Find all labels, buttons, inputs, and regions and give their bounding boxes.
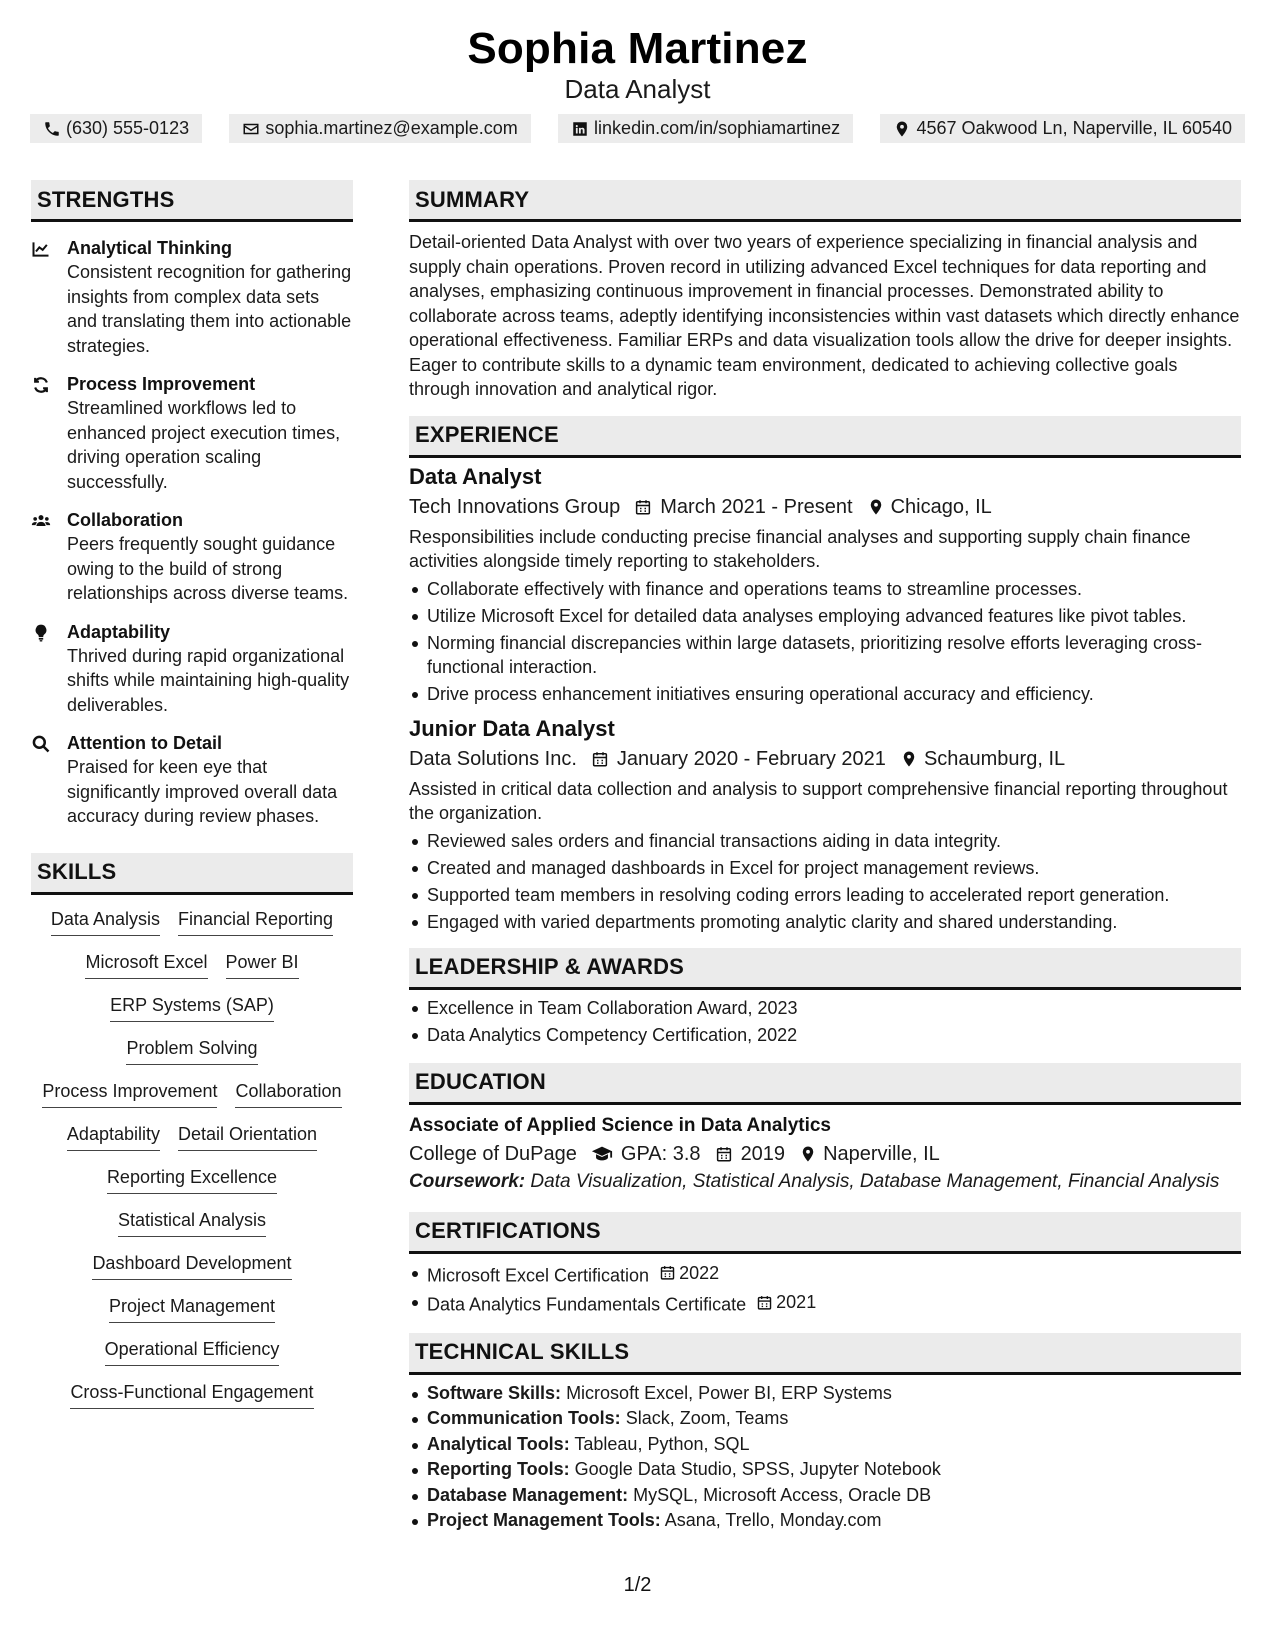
job-company: Tech Innovations Group xyxy=(409,495,621,518)
contact-phone[interactable] xyxy=(30,114,202,143)
job-entry xyxy=(409,714,1241,934)
skill-tag: Microsoft Excel xyxy=(85,950,207,979)
skill-tag: Problem Solving xyxy=(126,1036,257,1065)
resume-header xyxy=(0,22,1275,104)
job-bullet: Supported team members in resolving coding errors leading to accelerated report generation. xyxy=(409,883,1241,907)
page-number: 1/2 xyxy=(623,1574,652,1596)
strength-title: Adaptability xyxy=(67,621,171,642)
graduation-year: 2019 xyxy=(740,1142,786,1165)
phone-icon xyxy=(43,120,61,138)
strength-item xyxy=(31,731,353,829)
strength-title: Attention to Detail xyxy=(67,733,222,753)
certification-name: Data Analytics Fundamentals Certificate xyxy=(427,1294,747,1315)
location-icon xyxy=(799,1145,817,1163)
job-bullet: Drive process enhancement initiatives ensuring operational accuracy and efficiency. xyxy=(409,682,1241,706)
certification-item xyxy=(409,1290,1241,1317)
coursework-list: Data Visualization, Statistical Analysis, Database Management, Financial Analysis xyxy=(530,1170,1220,1192)
skill-tag: Dashboard Development xyxy=(92,1251,291,1280)
calendar-icon xyxy=(715,1145,733,1163)
technical-skill-label: Reporting Tools: xyxy=(427,1459,570,1479)
gpa: GPA: 3.8 xyxy=(620,1142,701,1165)
left-column xyxy=(31,180,353,1409)
job-bullets xyxy=(409,577,1241,706)
contact-email-text: sophia.martinez@example.com xyxy=(265,118,518,138)
strength-title: Collaboration xyxy=(67,510,183,530)
school-name: College of DuPage xyxy=(409,1142,577,1165)
job-description: Responsibilities include conducting precise financial analyses and supporting supply chain finance activities alongside timely reporting to stakeholders. xyxy=(409,526,1191,571)
strength-item xyxy=(31,372,353,494)
skill-tag: Reporting Excellence xyxy=(107,1165,277,1194)
calendar-icon xyxy=(659,1264,676,1281)
job-bullet: Collaborate effectively with finance and operations teams to streamline processes. xyxy=(409,577,1241,601)
candidate-title: Data Analyst xyxy=(564,74,711,104)
job-meta xyxy=(409,744,1241,774)
technical-skills-list xyxy=(409,1382,1241,1533)
job-dates: January 2020 - February 2021 xyxy=(616,747,886,770)
experience-heading: EXPERIENCE xyxy=(409,416,1241,458)
contact-address[interactable] xyxy=(880,114,1245,143)
technical-skill-label: Project Management Tools: xyxy=(427,1510,661,1530)
coursework-label: Coursework: xyxy=(409,1170,526,1192)
strength-desc: Consistent recognition for gathering insights from complex data sets and translating them into actionable strategies. xyxy=(67,262,352,356)
skill-tag: Collaboration xyxy=(235,1079,341,1108)
refresh-icon xyxy=(31,375,51,395)
contact-phone-text: (630) 555-0123 xyxy=(66,118,190,138)
certification-year: 2021 xyxy=(776,1292,817,1312)
education-meta xyxy=(409,1139,1241,1169)
job-bullet: Utilize Microsoft Excel for detailed data analyses employing advanced features like pivot tables. xyxy=(409,604,1241,628)
graduation-cap-icon xyxy=(591,1143,613,1165)
strength-item xyxy=(31,508,353,606)
skill-tag: Project Management xyxy=(109,1294,275,1323)
candidate-name: Sophia Martinez xyxy=(467,24,808,73)
contact-linkedin-text: linkedin.com/in/sophiamartinez xyxy=(594,118,841,138)
envelope-icon xyxy=(242,120,260,138)
skill-tag: Power BI xyxy=(226,950,299,979)
job-description: Assisted in critical data collection and analysis to support comprehensive financial reporting throughout the organization. xyxy=(409,778,1228,823)
skills-list xyxy=(31,895,353,1409)
users-icon xyxy=(31,511,51,531)
chart-line-icon xyxy=(31,239,51,259)
lightbulb-icon xyxy=(31,623,51,643)
degree-title: Associate of Applied Science in Data Analytics xyxy=(409,1114,831,1136)
contact-address-text: 4567 Oakwood Ln, Naperville, IL 60540 xyxy=(916,118,1232,138)
coursework xyxy=(409,1170,1241,1194)
technical-skill-value: MySQL, Microsoft Access, Oracle DB xyxy=(633,1484,932,1505)
job-company: Data Solutions Inc. xyxy=(409,747,577,770)
search-icon xyxy=(31,734,51,754)
calendar-icon xyxy=(591,750,609,768)
strength-desc: Thrived during rapid organizational shifts while maintaining high-quality deliverables. xyxy=(67,645,350,715)
certification-year: 2022 xyxy=(679,1262,720,1283)
technical-skill-value: Google Data Studio, SPSS, Jupyter Notebook xyxy=(574,1459,941,1479)
job-title: Data Analyst xyxy=(409,463,542,489)
leadership-list xyxy=(409,996,1241,1047)
leadership-heading: LEADERSHIP & AWARDS xyxy=(409,948,1241,990)
school-location: Naperville, IL xyxy=(823,1142,940,1165)
skill-tag: ERP Systems (SAP) xyxy=(110,993,274,1022)
skill-tag: Adaptability xyxy=(67,1122,160,1151)
strength-desc: Praised for keen eye that significantly improved overall data accuracy during review phases. xyxy=(67,757,338,826)
calendar-icon xyxy=(634,498,652,516)
summary-text: Detail-oriented Data Analyst with over two years of experience specializing in financial analysis and supply chain operations. Proven record in utilizing advanced Excel techniques for data reporting and analyses, emphasizing continuous improvement in financial processes. Demonstrated ability to collaborate across teams, adeptly identifying inconsistencies within vast datasets which directly enhance operational effectiveness. Familiar ERPs and data visualization tools allow the drive for deeper insights. Eager to contribute skills to a dynamic team environment, dedicated to achieving collective goals through innovation and analytical rigor. xyxy=(409,232,1240,399)
technical-skill-item xyxy=(409,1484,1241,1508)
technical-skill-item xyxy=(409,1407,1241,1431)
skill-tag: Operational Efficiency xyxy=(105,1337,280,1366)
technical-skill-value: Tableau, Python, SQL xyxy=(574,1433,750,1454)
award-item: Data Analytics Competency Certification, 2022 xyxy=(409,1023,1241,1047)
linkedin-icon xyxy=(571,120,589,138)
summary-heading: SUMMARY xyxy=(409,180,1241,222)
job-entry xyxy=(409,462,1241,706)
contact-linkedin[interactable] xyxy=(558,114,853,143)
strength-desc: Streamlined workflows led to enhanced project execution times, driving operation scaling successfully. xyxy=(67,398,341,492)
job-bullet: Reviewed sales orders and financial transactions aiding in data integrity. xyxy=(409,829,1241,853)
certifications-list xyxy=(409,1261,1241,1317)
technical-skill-value: Asana, Trello, Monday.com xyxy=(664,1510,882,1530)
certification-item xyxy=(409,1261,1241,1288)
skill-tag: Detail Orientation xyxy=(178,1122,317,1151)
skill-tag: Cross-Functional Engagement xyxy=(70,1380,313,1409)
strengths-heading: STRENGTHS xyxy=(31,180,353,222)
job-bullet: Norming financial discrepancies within large datasets, prioritizing resolve efforts leveraging cross-functional interaction. xyxy=(409,631,1241,679)
strength-title: Analytical Thinking xyxy=(67,238,233,258)
award-item: Excellence in Team Collaboration Award, 2023 xyxy=(409,996,1241,1020)
technical-skill-item xyxy=(409,1509,1241,1533)
right-column xyxy=(409,180,1241,1533)
certification-name: Microsoft Excel Certification xyxy=(427,1265,650,1285)
technical-skill-item xyxy=(409,1382,1241,1406)
education-heading: EDUCATION xyxy=(409,1063,1241,1105)
strength-title: Process Improvement xyxy=(67,374,256,394)
certifications-heading: CERTIFICATIONS xyxy=(409,1212,1241,1254)
job-location: Chicago, IL xyxy=(890,495,992,518)
skills-heading: SKILLS xyxy=(31,853,353,895)
location-icon xyxy=(867,498,885,516)
job-title: Junior Data Analyst xyxy=(409,715,615,741)
strength-item xyxy=(31,236,353,358)
location-icon xyxy=(900,750,918,768)
location-icon xyxy=(893,120,911,138)
strength-desc: Peers frequently sought guidance owing to the build of strong relationships across diverse teams. xyxy=(67,534,349,603)
job-dates: March 2021 - Present xyxy=(660,495,853,518)
technical-skill-item xyxy=(409,1458,1241,1482)
job-location: Schaumburg, IL xyxy=(923,747,1066,770)
technical-skill-value: Slack, Zoom, Teams xyxy=(625,1408,789,1428)
job-bullet: Engaged with varied departments promoting analytic clarity and shared understanding. xyxy=(409,910,1241,934)
technical-skill-value: Microsoft Excel, Power BI, ERP Systems xyxy=(566,1382,892,1403)
technical-skill-label: Software Skills: xyxy=(427,1382,562,1403)
strength-item xyxy=(31,620,353,718)
skill-tag: Financial Reporting xyxy=(178,907,333,936)
skill-tag: Data Analysis xyxy=(51,907,160,936)
contact-bar xyxy=(30,114,1245,143)
job-meta xyxy=(409,492,1241,522)
education-entry xyxy=(409,1113,1241,1194)
technical-skill-item xyxy=(409,1433,1241,1457)
contact-email[interactable] xyxy=(229,114,530,143)
technical-skill-label: Communication Tools: xyxy=(427,1408,621,1428)
job-bullet: Created and managed dashboards in Excel for project management reviews. xyxy=(409,856,1241,880)
calendar-icon xyxy=(756,1294,773,1311)
skill-tag: Statistical Analysis xyxy=(118,1208,266,1237)
skill-tag: Process Improvement xyxy=(42,1079,217,1108)
technical-skill-label: Analytical Tools: xyxy=(427,1433,570,1454)
technical-skill-label: Database Management: xyxy=(427,1484,629,1505)
technical-skills-heading: TECHNICAL SKILLS xyxy=(409,1333,1241,1375)
job-bullets xyxy=(409,829,1241,934)
